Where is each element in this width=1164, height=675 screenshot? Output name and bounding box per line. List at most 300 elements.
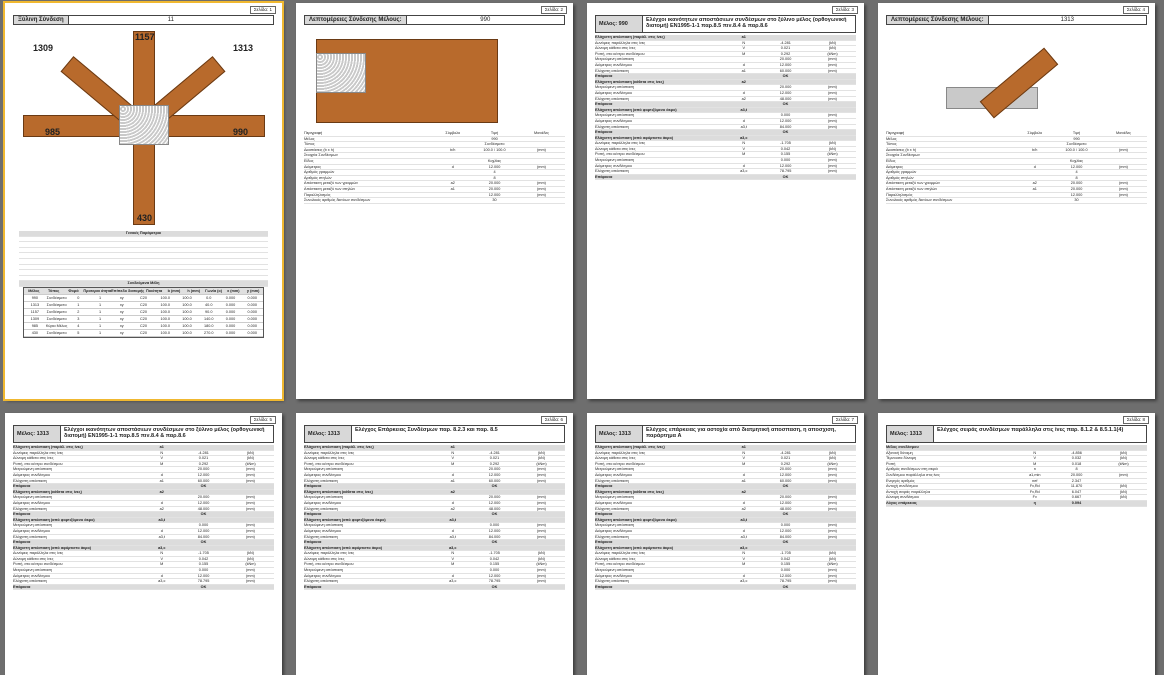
section-header: Συνδεόμενα Μέλη	[19, 281, 268, 287]
cell-d: Ελάχιστη απόσταση (από φορτιζόμενο άκρο)	[595, 107, 677, 112]
cell-d: Ελάχιστη απόσταση	[304, 534, 338, 539]
table-cell: 40.0	[205, 303, 213, 307]
cell-u: (kN)	[537, 556, 546, 561]
table-cell: xy	[119, 296, 124, 300]
cell-v: 48.000	[197, 506, 210, 511]
cell-v: -4.281	[780, 40, 791, 45]
cell-v: 0.000	[489, 523, 500, 528]
cell-s: a1	[159, 445, 164, 449]
cell-s: a3,c	[740, 169, 748, 174]
cell-s: a3,t	[158, 517, 166, 522]
cell-v: 0.000	[780, 568, 791, 573]
cell-u: (mm)	[828, 169, 837, 174]
page-4[interactable]	[878, 3, 1155, 399]
cell-v: 0.021	[198, 456, 209, 461]
cell-s: a2	[741, 79, 746, 84]
page-title: Ελέγχοι ικανότητων αποστάσεων συνδέσμων στο ξύλινο μέλος (ορθογωνική διατομή) EN1995-1-1 παρ.8.5 πιν.8.4 & παρ.8.6	[64, 427, 265, 439]
cell-u: (mm)	[828, 163, 837, 168]
table-cell: 0.000	[247, 310, 257, 314]
cell-v: Κοχλίας	[1069, 158, 1084, 163]
cell-v: 78.795	[779, 579, 792, 584]
page-1[interactable]	[5, 3, 282, 399]
table-row	[595, 585, 856, 591]
cell-v	[762, 35, 809, 40]
cell-v: 0.021	[489, 456, 500, 461]
cell-u: (mm)	[828, 85, 837, 90]
cell-v: 4	[1075, 170, 1078, 175]
cell-v: 12.000	[1070, 164, 1083, 169]
table-cell: 0.000	[225, 331, 236, 335]
cell-s	[435, 198, 472, 203]
cell-d: Δύναμη κάθετα στις ίνες	[13, 456, 54, 461]
cell-u	[518, 198, 565, 203]
cell-v: -1.705	[780, 141, 791, 146]
cell-d: Μετρούμενη απόσταση	[595, 495, 635, 500]
cell-v: 11.870	[1070, 484, 1083, 489]
cell-d: Μετρούμενη απόσταση	[304, 523, 344, 528]
details-table	[304, 131, 565, 204]
cell-u: (mm)	[1119, 192, 1128, 197]
cell-u	[1100, 501, 1147, 506]
cell-d: Επάρκεια	[595, 540, 613, 545]
table-row[interactable]	[24, 309, 263, 316]
cell-d: Ελάχιστη απόσταση (κάθετα στις ίνες)	[13, 489, 82, 494]
cell-u: (mm)	[1119, 147, 1128, 152]
table-cell: 4	[77, 324, 80, 328]
member-id: 1313	[1060, 17, 1074, 23]
cell-u: (mm)	[246, 506, 255, 511]
cell-d: Δύναμη κάθετα στις ίνες	[595, 146, 636, 151]
page-5[interactable]	[5, 413, 282, 675]
cell-u	[227, 540, 274, 545]
cell-d: Επάρκεια	[304, 512, 322, 517]
cell-u	[518, 546, 565, 551]
cell-v	[1053, 445, 1100, 450]
cell-s: n	[1033, 467, 1036, 472]
cell-d: Μετρούμενη απόσταση	[13, 523, 53, 528]
cell-d: Διάμετρος συνδέσμου	[595, 62, 632, 67]
table-cell: C20	[140, 331, 148, 335]
cell-v: 12.000	[779, 163, 792, 168]
column-header: Γωνία (ο)	[205, 289, 222, 293]
member-id: 1313	[909, 431, 922, 437]
cell-v: 30	[492, 198, 497, 203]
cell-d: Στοιχεία Συνδέσμων	[886, 153, 920, 158]
cell-u: (mm)	[246, 472, 255, 477]
page-header	[304, 425, 565, 443]
cell-u: (mm)	[828, 528, 837, 533]
cell-d: Αντοχή συνδέσμου	[886, 484, 918, 489]
cell-d: Επάρκεια	[595, 102, 613, 107]
cell-u	[518, 445, 565, 450]
cell-s	[726, 130, 763, 135]
table-row[interactable]	[24, 302, 263, 309]
table-cell: 1	[99, 303, 102, 307]
cell-s: a3,t	[449, 534, 456, 539]
cell-s	[726, 523, 763, 528]
cell-v: 12.000	[488, 192, 501, 197]
general-params	[19, 231, 268, 287]
cell-u: (mm)	[1119, 181, 1128, 186]
column-header: Επίπεδο διατομής	[111, 289, 145, 293]
table-cell: xy	[119, 331, 124, 335]
cell-v: 0.155	[198, 562, 209, 567]
cell-d: Συνδέσμου παράλληλα στις ίνες	[886, 472, 940, 477]
member-label: Μέλος:	[308, 431, 327, 437]
cell-d: Απόσταση μεταξύ των γραμμών	[304, 181, 358, 186]
table-cell: 985	[31, 324, 39, 328]
cell-s	[1017, 142, 1054, 147]
cell-s	[435, 585, 472, 590]
cell-u	[518, 484, 565, 489]
table-cell: 1	[99, 324, 102, 328]
cell-s: a1	[741, 445, 746, 449]
cell-s	[726, 484, 763, 489]
table-cell: 90.0	[205, 310, 213, 314]
cell-v: 20.000	[779, 85, 792, 90]
table-cell: 180.0	[203, 324, 214, 328]
table-body	[24, 295, 263, 337]
cell-s: V	[451, 456, 455, 461]
cell-s: a1	[741, 478, 746, 483]
page-2[interactable]	[296, 3, 573, 399]
cell-d: Ελάχιστη απόσταση	[595, 124, 629, 129]
cell-u: (mm)	[828, 579, 837, 584]
member-id: 1313	[618, 431, 631, 437]
cell-u	[1100, 137, 1147, 142]
cell-s: Fv,Rd	[1029, 489, 1040, 494]
cell-u: (mm)	[246, 573, 255, 578]
cell-u: (mm)	[828, 62, 837, 67]
cell-v: OK	[782, 512, 789, 517]
table-cell: 100.0	[182, 324, 192, 328]
cell-v: 84.000	[779, 124, 792, 129]
cell-d: Διάμετρος συνδέσμου	[595, 90, 632, 95]
cell-u: (kNm)	[827, 152, 838, 157]
cell-d: Ροπή, στο κέντρο συνδέσμου	[304, 461, 354, 466]
label-985: 985	[45, 127, 61, 137]
cell-s: d	[160, 500, 163, 505]
column-header: h (mm)	[187, 289, 201, 293]
cell-d: Επάρκεια	[304, 540, 322, 545]
page-7[interactable]	[587, 413, 864, 675]
cell-s: a2	[741, 506, 746, 511]
cell-v: 20.000	[197, 495, 210, 500]
cell-d: Μετρούμενη απόσταση	[304, 495, 344, 500]
cell-u: (mm)	[828, 68, 837, 73]
cell-d: Δύναμη κάθετα στις ίνες	[595, 456, 636, 461]
cell-u: (mm)	[537, 467, 546, 472]
page-header	[595, 15, 856, 33]
table-cell: 0.000	[225, 317, 236, 321]
cell-d: Αριθμός γραμμών	[886, 170, 917, 175]
cell-v	[762, 546, 809, 551]
cell-s: a2	[159, 506, 164, 511]
cell-s	[726, 85, 763, 90]
cell-v: -1.705	[198, 551, 209, 556]
cell-s	[1017, 445, 1054, 450]
cell-s: M	[1033, 461, 1037, 466]
cell-u: (kN)	[828, 556, 837, 561]
cell-u: (mm)	[537, 472, 546, 477]
cell-s: a3,c	[158, 579, 166, 584]
cell-v: OK	[782, 74, 789, 79]
cell-d: Ελάχιστη απόσταση	[13, 534, 47, 539]
cell-v: 0.000	[780, 523, 791, 528]
cell-d: Ελάχιστη απόσταση	[13, 506, 47, 511]
cell-s: d	[1033, 164, 1036, 169]
cell-d: Ροπή, στο κέντρο συνδέσμου	[595, 461, 645, 466]
cell-s: M	[451, 461, 455, 466]
cell-u: (kN)	[1119, 456, 1128, 461]
cell-d: Αριθμός γραμμών	[304, 170, 335, 175]
table-cell: 0.000	[247, 296, 257, 300]
cell-s: a3,t	[740, 534, 747, 539]
cell-u: Μονάδες	[1115, 131, 1131, 135]
checks-table	[886, 445, 1147, 507]
cell-d: Δύναμη κάθετα στις ίνες	[595, 46, 636, 51]
cell-v: 20.000	[779, 467, 792, 472]
cell-d: Δύναμη συνδέσμου	[886, 495, 919, 500]
cell-v: 60.000	[779, 478, 792, 483]
cell-v: 12.000	[1070, 192, 1083, 197]
cell-v: 20.000	[488, 186, 501, 191]
cell-u: (mm)	[1119, 186, 1128, 191]
cell-v: OK	[200, 584, 207, 589]
cell-u: (mm)	[537, 186, 546, 191]
cell-s: M	[742, 461, 746, 466]
cell-d: Μέλος συνδέσμου	[886, 445, 919, 449]
cell-u: (mm)	[537, 147, 546, 152]
table-cell: C20	[140, 310, 148, 314]
table-cell: 1	[99, 310, 102, 314]
cell-s: d	[451, 164, 454, 169]
cell-d: Περιγραφή	[886, 131, 905, 135]
cell-u	[1100, 170, 1147, 175]
cell-s	[144, 568, 181, 573]
table-cell: 990	[31, 296, 39, 300]
cell-d: Δύναμη κάθετα στις ίνες	[13, 556, 54, 561]
cell-s: d	[742, 90, 745, 95]
cell-d: Ενεργός αριθμός	[886, 478, 915, 483]
cell-u: (kN)	[1119, 489, 1128, 494]
table-cell: 100.0	[182, 303, 192, 307]
cell-d: Ελάχιστη απόσταση (κάθετα στις ίνες)	[304, 489, 373, 494]
table-cell: 100.0	[160, 310, 171, 314]
cell-v: 20.000	[1070, 472, 1083, 477]
cell-u: (mm)	[828, 467, 837, 472]
cell-s: a1	[450, 445, 455, 449]
cell-u	[809, 540, 856, 545]
cell-d: Τέμνουσα δύναμη	[886, 456, 917, 461]
cell-u: (mm)	[537, 528, 546, 533]
members-table	[23, 287, 264, 338]
cell-u: (kNm)	[245, 461, 256, 466]
table-cell: 1	[99, 331, 102, 335]
page-number: Σελίδα: 1	[250, 6, 276, 14]
cell-d: Ελάχιστη απόσταση	[595, 579, 629, 584]
page-3[interactable]	[587, 3, 864, 399]
cell-s	[144, 467, 181, 472]
member-label: Μέλος:	[17, 431, 36, 437]
cell-d: Επάρκεια	[13, 540, 31, 545]
table-cell: 100.0	[182, 317, 192, 321]
cell-u	[1100, 445, 1147, 450]
cell-u: (mm)	[246, 523, 255, 528]
table-cell: xy	[119, 324, 124, 328]
cell-s	[1017, 159, 1054, 164]
cell-d: Ελάχιστη απόσταση (από αφόρτιστο άκρο)	[13, 545, 92, 550]
page-title: Λεπτομέρειες Σύνδεσης Μέλους:	[305, 16, 407, 24]
cell-d: Ελάχιστη απόσταση (κάθετα στις ίνες)	[595, 489, 664, 494]
checks-table	[595, 445, 856, 590]
cell-d: Ροπή, στο κέντρο συνδέσμου	[595, 152, 645, 157]
cell-d: Ελάχιστη απόσταση (παράλ. στις ίνες)	[595, 35, 665, 39]
cell-v: 12.000	[779, 62, 792, 67]
cell-v: 0.292	[780, 51, 791, 56]
table-cell: 0.000	[225, 310, 236, 314]
cell-v: 0.000	[780, 113, 791, 118]
member-id: 990	[618, 21, 628, 27]
cell-s	[1017, 198, 1054, 203]
cell-s	[1017, 153, 1054, 158]
cell-v: 12.000	[197, 573, 210, 578]
cell-d: Αντοχή σειράς παράλληλα	[886, 489, 931, 494]
cell-u	[809, 585, 856, 590]
beam-430	[133, 135, 155, 225]
cell-d: Ροπή, στο κέντρο συνδέσμου	[595, 562, 645, 567]
table-header	[24, 288, 263, 295]
cell-v: OK	[782, 484, 789, 489]
table-cell: 2	[77, 310, 80, 314]
cell-s: V	[742, 456, 746, 461]
cell-u	[518, 159, 565, 164]
cell-u	[1100, 159, 1147, 164]
table-cell: Συνδέσμετο	[46, 303, 67, 307]
member-drawing	[316, 33, 553, 125]
cell-s: η	[1033, 500, 1036, 505]
page-number: Σελίδα: 3	[832, 6, 858, 14]
cell-u: (kN)	[246, 551, 255, 556]
member-id: 1313	[327, 431, 340, 437]
cell-d: Συνολικός αριθμός δικτύων συνδέσμων	[886, 198, 953, 203]
cell-d: Είδος	[304, 158, 314, 163]
cell-u	[809, 102, 856, 107]
cell-u	[227, 490, 274, 495]
page-6[interactable]	[296, 413, 573, 675]
column-header: Μέλος	[28, 289, 40, 293]
cell-u: (kNm)	[827, 461, 838, 466]
cell-v: -4.856	[1071, 450, 1082, 455]
cell-d: Ελάχιστη απόσταση (από αφόρτιστο άκρο)	[595, 545, 674, 550]
cell-v	[180, 546, 227, 551]
cell-s	[435, 159, 472, 164]
cell-d: Μετρούμενη απόσταση	[595, 523, 635, 528]
cell-d: Παραλληλισμός	[304, 192, 331, 197]
cell-d: Επάρκεια	[13, 484, 31, 489]
cell-v: 20.000	[779, 57, 792, 62]
cell-v: 20.000	[488, 181, 501, 186]
cell-s: d	[742, 118, 745, 123]
cell-s: d	[451, 472, 454, 477]
table-cell: C20	[140, 324, 148, 328]
table-cell: 1309	[30, 317, 40, 321]
cell-u	[809, 136, 856, 141]
cell-s	[726, 495, 763, 500]
cell-s	[435, 540, 472, 545]
cell-d: Ελάχιστη απόσταση (παράλ. στις ίνες)	[13, 445, 83, 449]
table-row[interactable]	[24, 316, 263, 323]
column-header: Ποιότητα	[146, 289, 163, 293]
cell-v: 0.000	[780, 158, 791, 163]
cell-s	[726, 467, 763, 472]
cell-u	[227, 484, 274, 489]
cell-v: 12.000	[779, 500, 792, 505]
cell-u	[227, 445, 274, 450]
cell-s	[726, 158, 763, 163]
cell-u	[1100, 153, 1147, 158]
table-row[interactable]	[24, 330, 263, 337]
cell-v: OK	[491, 512, 498, 517]
cell-v: OK	[782, 130, 789, 135]
cell-u: (kN)	[828, 551, 837, 556]
cell-d: Διάμετρος συνδέσμου	[13, 500, 50, 505]
table-cell: 0.000	[247, 331, 257, 335]
cell-d: Μετρούμενη απόσταση	[595, 113, 635, 118]
cell-d: Μετρούμενη απόσταση	[595, 158, 635, 163]
cell-d: Ροπή, στο κέντρο συνδέσμου	[595, 51, 645, 56]
cell-s	[435, 137, 472, 142]
table-cell: C20	[140, 317, 148, 321]
cell-s	[144, 523, 181, 528]
cell-v: -1.705	[780, 551, 791, 556]
table-cell: xy	[119, 317, 124, 321]
cell-s: d	[160, 528, 163, 533]
cell-v: 48.000	[488, 506, 501, 511]
cell-s	[1017, 176, 1054, 181]
cell-s: a1	[1032, 186, 1037, 191]
cell-s: a2	[1032, 181, 1037, 186]
page-header	[304, 15, 565, 25]
cell-d: Αξονική δύναμη	[886, 450, 913, 455]
table-cell: 100.0	[160, 303, 171, 307]
cell-v: 2.347	[1071, 478, 1082, 483]
cell-s: M	[742, 152, 746, 157]
member-label: Μέλος:	[599, 21, 618, 27]
page-8[interactable]	[878, 413, 1155, 675]
cell-d: Διάμετρος συνδέσμου	[304, 500, 341, 505]
member-label: Μέλος:	[890, 431, 909, 437]
cell-u: (mm)	[828, 478, 837, 483]
cell-v: 8	[1075, 175, 1078, 180]
cell-v: 84.000	[197, 534, 210, 539]
cell-s	[144, 512, 181, 517]
cell-u: (kNm)	[827, 562, 838, 567]
cell-v	[762, 518, 809, 523]
cell-v	[180, 518, 227, 523]
cell-u	[227, 585, 274, 590]
table-row[interactable]	[24, 295, 263, 302]
cell-d: Στοιχεία Συνδέσμων	[304, 153, 338, 158]
table-row[interactable]	[24, 323, 263, 330]
cell-u: (mm)	[828, 96, 837, 101]
column-header: x (mm)	[227, 289, 240, 293]
cell-s: d	[451, 500, 454, 505]
cell-s	[726, 512, 763, 517]
table-cell: 0.000	[247, 317, 257, 321]
cell-v: Τιμή	[1072, 131, 1081, 135]
cell-d: Ελάχιστη απόσταση	[595, 169, 629, 174]
